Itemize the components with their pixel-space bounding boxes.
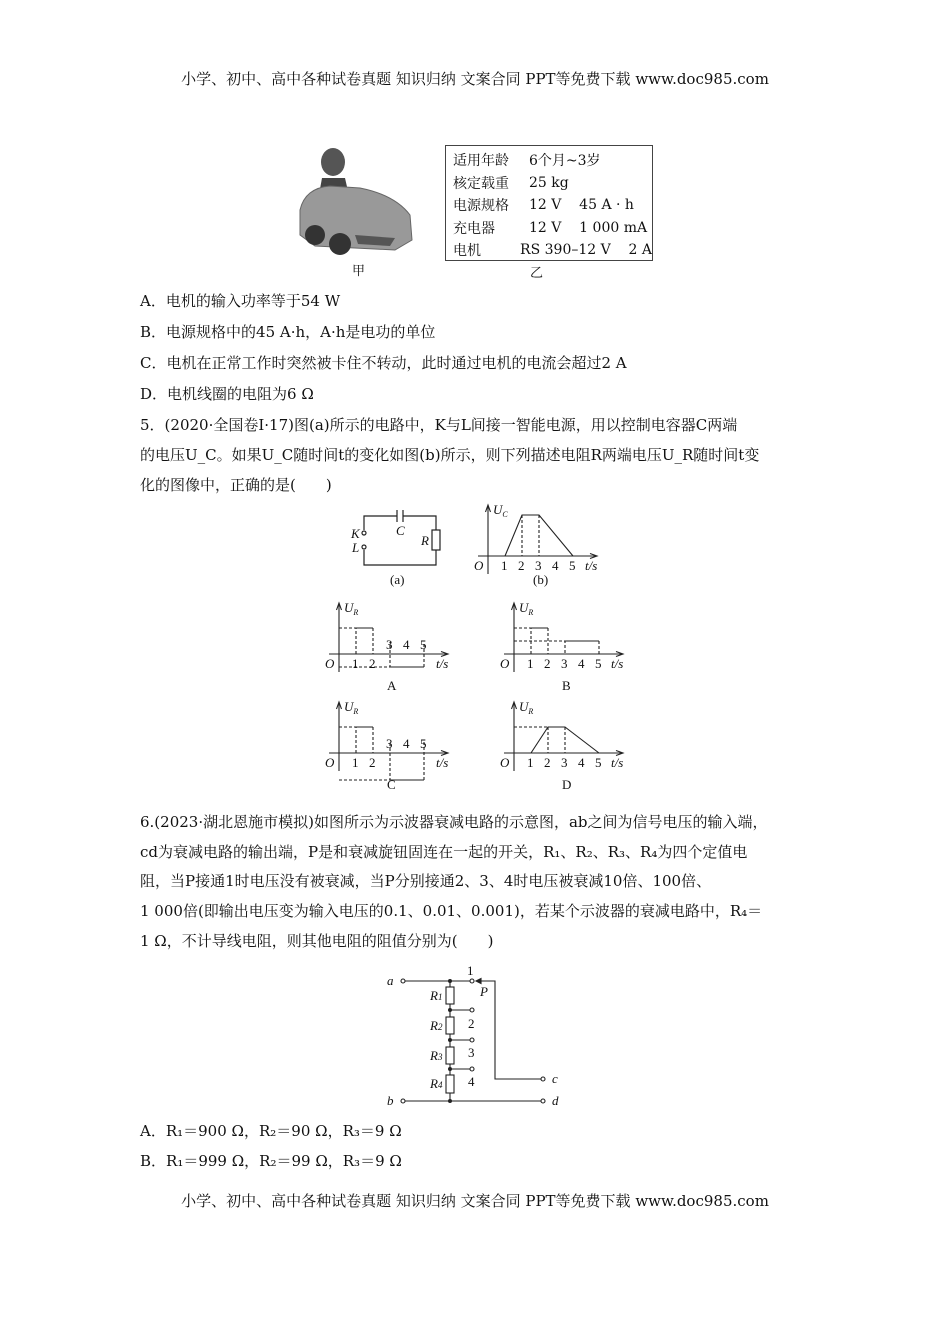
spec-value: 6个月~3岁: [529, 153, 601, 170]
q6-option-b: B．R₁＝999 Ω，R₂＝99 Ω，R₃＝9 Ω: [140, 1152, 402, 1170]
spec-value: 12 V 1 000 mA: [529, 219, 648, 236]
resistor-labels: [429, 988, 443, 1091]
caption-b: (b): [533, 572, 549, 587]
q6-line: 1 Ω，不计导线电阻，则其他电阻的阻值分别为( ): [140, 932, 494, 950]
tick-label: 5: [420, 736, 427, 751]
spec-value: 25 kg: [529, 174, 569, 191]
tick-label: 2: [369, 755, 376, 770]
origin-label: O: [474, 558, 484, 573]
svg-text:R4: R4: [430, 1076, 443, 1091]
tick-label: 1: [527, 656, 534, 671]
tick-label: 4: [403, 736, 410, 751]
origin-label: O: [325, 656, 335, 671]
spec-row: [453, 217, 652, 240]
label-K: K: [351, 526, 360, 541]
spec-key: 电源规格: [453, 198, 509, 215]
t-axis-label: t/s: [611, 656, 624, 671]
tick-label: 2: [544, 656, 551, 671]
label-jia: 甲: [352, 263, 366, 278]
option-label: A: [387, 678, 397, 693]
q5-line: 5．(2020·全国卷Ⅰ·17)图(a)所示的电路中，K与L间接一智能电源，用以控制电容器C两端: [140, 416, 738, 434]
q6-line: 6.(2023·湖北恩施市模拟)如图所示为示波器衰减电路的示意图，ab之间为信号电压的输入端，: [140, 813, 768, 831]
q6-option-a: A．R₁＝900 Ω，R₂＝90 Ω，R₃＝9 Ω: [140, 1122, 402, 1140]
tick-label: 4: [578, 755, 585, 770]
label-c: c: [552, 1071, 558, 1086]
option-label: B: [562, 678, 571, 693]
page-header: 小学、初中、高中各种试卷真题 知识归纳 文案合同 PPT等免费下载 www.doc985.com: [181, 70, 769, 88]
spec-key: 核定载重: [453, 175, 509, 192]
y-axis-label: $U_R$: [344, 699, 359, 716]
q6-line: cd为衰减电路的输出端，P是和衰减旋钮固连在一起的开关，R₁、R₂、R₃、R₄为四个定值电: [140, 843, 748, 861]
tick-label: 1: [501, 558, 508, 573]
y-axis-label: $U_R$: [519, 699, 534, 716]
svg-text:R3: R3: [430, 1048, 443, 1063]
spec-row: [453, 194, 652, 217]
tick-label: 2: [518, 558, 525, 573]
spec-key: 电机: [453, 243, 481, 260]
tick-label: 5: [595, 755, 602, 770]
q4-option-a: A．电机的输入功率等于54 W: [140, 292, 341, 310]
tick-label: 1: [352, 755, 359, 770]
tick-label: 1: [527, 755, 534, 770]
spec-row: [453, 239, 652, 262]
spec-row: [453, 149, 652, 172]
option-label: D: [562, 777, 572, 792]
toy-car-image: [300, 148, 412, 255]
tick-label: 3: [386, 736, 393, 751]
tick-label: 5: [595, 656, 602, 671]
label-C: C: [396, 523, 405, 538]
y-axis-label: $U_R$: [519, 600, 534, 617]
label-P: P: [480, 984, 488, 999]
t-axis-label: t/s: [436, 755, 449, 770]
tick-label: 2: [369, 656, 376, 671]
terminal-2: 2: [468, 1016, 475, 1031]
origin-label: O: [500, 755, 510, 770]
spec-value: 12 V 45 A · h: [529, 197, 634, 214]
label-a: a: [387, 973, 394, 988]
label-L: L: [352, 540, 360, 555]
tick-label: 1: [352, 656, 359, 671]
tick-label: 3: [561, 656, 568, 671]
tick-label: 5: [569, 558, 576, 573]
spec-value: RS 390–12 V 2 A: [520, 242, 652, 259]
t-axis-label: t/s: [611, 755, 624, 770]
y-axis-label: $U_R$: [344, 600, 359, 617]
caption-a: (a): [390, 572, 405, 587]
terminal-3: 3: [468, 1045, 475, 1060]
label-R: R: [421, 533, 429, 548]
tick-label: 3: [535, 558, 542, 573]
q4-option-b: B．电源规格中的45 A·h，A·h是电功的单位: [140, 323, 436, 341]
label-d: d: [552, 1093, 559, 1108]
q5-line: 化的图像中，正确的是( ): [140, 476, 332, 494]
tick-label: 4: [403, 637, 410, 652]
terminal-1: 1: [467, 963, 474, 978]
y-axis-label: $U_C$: [493, 502, 508, 519]
tick-label: 3: [561, 755, 568, 770]
tick-label: 5: [420, 637, 427, 652]
t-axis-label: t/s: [436, 656, 449, 671]
page-footer: 小学、初中、高中各种试卷真题 知识归纳 文案合同 PPT等免费下载 www.doc985.com: [181, 1192, 769, 1210]
terminal-4: 4: [468, 1074, 475, 1089]
tick-label: 2: [544, 755, 551, 770]
origin-label: O: [325, 755, 335, 770]
spec-key: 充电器: [453, 220, 495, 237]
spec-table: [445, 145, 653, 261]
tick-label: 4: [552, 558, 559, 573]
q4-option-c: C．电机在正常工作时突然被卡住不转动，此时通过电机的电流会超过2 A: [140, 354, 627, 372]
tick-label: 3: [386, 637, 393, 652]
t-axis-label: t/s: [585, 558, 598, 573]
label-b: b: [387, 1093, 394, 1108]
option-label: C: [387, 777, 396, 792]
q4-option-d: D．电机线圈的电阻为6 Ω: [140, 385, 314, 403]
spec-row: [453, 172, 652, 195]
origin-label: O: [500, 656, 510, 671]
tick-label: 4: [578, 656, 585, 671]
q6-line: 1 000倍(即输出电压变为输入电压的0.1、0.01、0.001)，若某个示波器的衰减电路中，R₄＝: [140, 902, 763, 920]
svg-text:R2: R2: [430, 1018, 443, 1033]
q6-line: 阻，当P接通1时电压没有被衰减，当P分别接通2、3、4时电压被衰减10倍、100倍、: [140, 872, 712, 890]
spec-key: 适用年龄: [453, 153, 509, 170]
label-yi: 乙: [530, 265, 544, 280]
q5-line: 的电压U_C。如果U_C随时间t的变化如图(b)所示，则下列描述电阻R两端电压U_R随时间t变: [140, 446, 760, 464]
svg-text:R1: R1: [430, 988, 443, 1003]
